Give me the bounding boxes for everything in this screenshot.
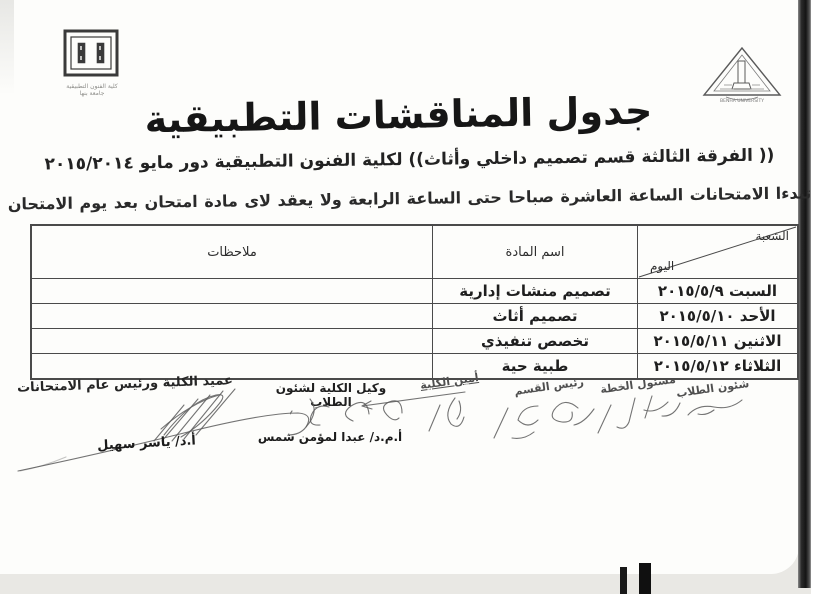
faculty-logo-caption-line1: كلية الفنون التطبيقية [66, 83, 118, 90]
faculty-logo-icon [63, 29, 121, 79]
subject-header-cell: اسم المادة [432, 226, 637, 278]
subject-cell: تخصص تنفيذي [432, 329, 637, 353]
notes-cell [32, 304, 432, 328]
middle-signatures-scribbles [350, 386, 785, 448]
faculty-logo [63, 29, 121, 107]
dept-head-label: رئيس القسم [513, 375, 585, 398]
dean-title: عميد الكلية ورئيس عام الامتحانات [16, 373, 234, 396]
vice-dean-title: وكيل الكلية لشئون الطلاب [275, 381, 387, 409]
subject-cell: تصميم منشات إدارية [432, 279, 637, 303]
document-title: جدول المناقشات التطبيقية [144, 88, 653, 142]
faculty-secretary-label: أمين الكلية [419, 370, 480, 393]
university-emblem-caption: BENHA UNIVERSITY [720, 99, 764, 104]
day-cell: الاثنين ٢٠١٥/٥/١١ [637, 329, 797, 353]
exam-schedule-table [30, 224, 799, 380]
subject-cell: طبية حية [432, 354, 637, 378]
table-header-row [32, 226, 797, 278]
table-row [32, 303, 797, 328]
dean-signature [14, 383, 324, 475]
vice-dean-name: أ.م.د/ عبدا لمؤمن شمس [257, 430, 403, 444]
division-header-label: الشعبة [755, 229, 789, 243]
day-cell: الأحد ٢٠١٥/٥/١٠ [637, 304, 797, 328]
table-row [32, 278, 797, 303]
dean-name: أ.د/ ياسر سهيل [96, 433, 197, 454]
day-header-label: اليوم [650, 259, 675, 273]
notes-cell [32, 279, 432, 303]
plan-officer-label: مسئول الخطة [599, 372, 677, 397]
exam-time-note: تبدءا الامتحانات الساعة العاشرة صباحا حتى الساعة الرابعة ولا يعقد لاى مادة امتحان بعد يوم الامتحان [7, 183, 812, 214]
document-subtitle: (( الفرقة الثالثة قسم تصميم داخلي وأثاث)) لكلية الفنون التطبيقية دور مايو ٢٠١٥/٢٠١٤ [44, 145, 775, 175]
subject-cell: تصميم أثاث [432, 304, 637, 328]
day-division-header-cell [637, 226, 797, 278]
notes-header-cell: ملاحظات [207, 244, 257, 260]
table-row [32, 328, 797, 353]
day-cell: الثلاثاء ٢٠١٥/٥/١٢ [637, 354, 797, 378]
day-cell: السبت ٢٠١٥/٥/٩ [637, 279, 797, 303]
notes-cell [32, 329, 432, 353]
student-affairs-label: شئون الطلاب [675, 376, 751, 401]
table-row [32, 353, 797, 378]
faculty-logo-caption-line2: جامعة بنها [79, 90, 105, 97]
